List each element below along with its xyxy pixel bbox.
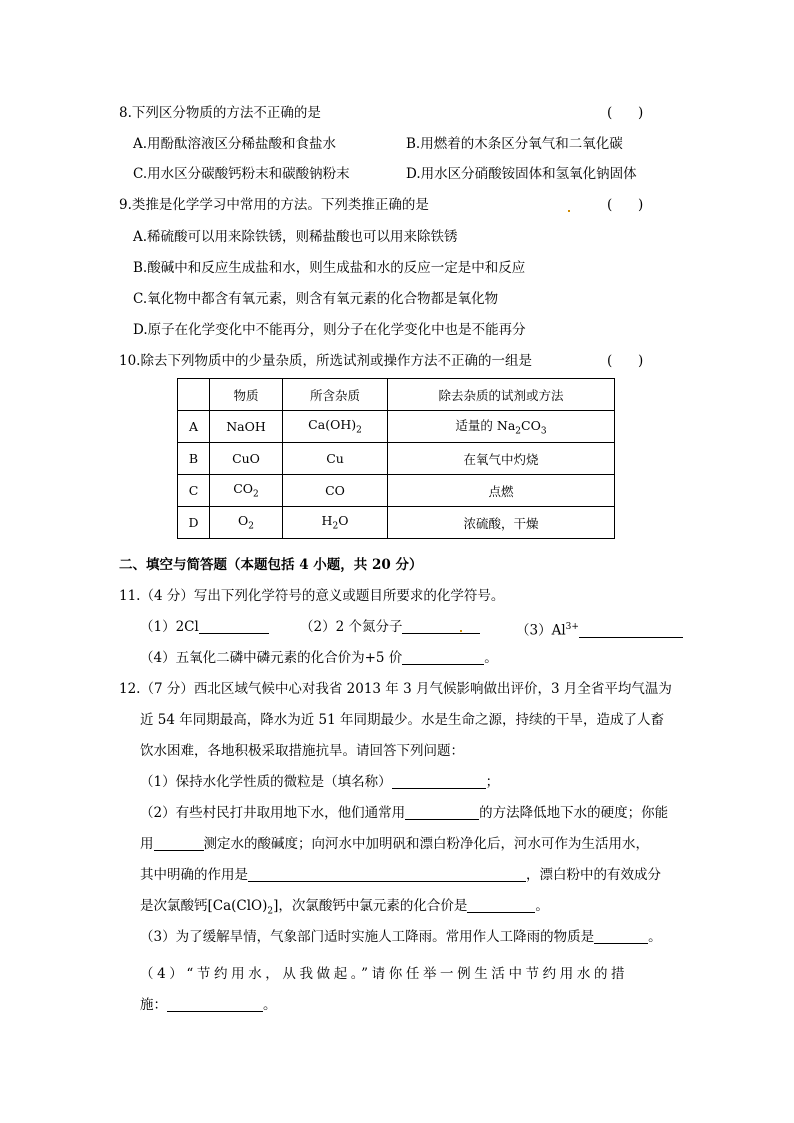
- table-header-row: [178, 379, 615, 411]
- formula-subscript: 2: [356, 425, 362, 436]
- q12-sub2b-end: 测定水的酸碱度；向河水中加明矾和漂白粉净化后，河水可作为生活用水，: [203, 836, 649, 852]
- answer-blank[interactable]: [248, 867, 526, 882]
- formula-subscript: 3: [540, 426, 547, 437]
- q8-option-a: A.用酚酞溶液区分稀盐酸和食盐水: [133, 136, 337, 152]
- q12-sub2b: [140, 835, 649, 853]
- q12-sub2d-mid: ]，次氯酸钙中氯元素的化合价是: [273, 898, 468, 914]
- formula-text: O: [238, 513, 249, 529]
- impurity-cell: CO: [283, 475, 388, 507]
- formula-subscript: 2: [253, 489, 259, 500]
- q11-part1-text: （1）2Cl: [140, 619, 199, 635]
- q11-part3: [516, 618, 683, 640]
- q12-sub1-text: （1）保持水化学性质的微粒是（填名称）: [140, 774, 392, 790]
- q9-answer-paren: ( ): [607, 197, 644, 213]
- row-label: C: [178, 475, 210, 507]
- row-label: B: [178, 443, 210, 475]
- answer-blank[interactable]: [392, 774, 486, 789]
- formula-text: CO: [233, 481, 254, 497]
- q8-answer-paren: ( ): [607, 105, 644, 121]
- q8-option-c: C.用水区分碳酸钙粉末和碳酸钠粉末: [133, 166, 350, 182]
- q10-answer-paren: ( ): [607, 353, 644, 369]
- row-label: A: [178, 411, 210, 443]
- answer-blank[interactable]: [154, 836, 204, 851]
- substance-cell: [210, 507, 283, 539]
- q11-part1: [140, 618, 269, 636]
- q9-option-a: A.稀硫酸可以用来除铁锈，则稀盐酸也可以用来除铁锈: [133, 229, 458, 245]
- q9-option-d: D.原子在化学变化中不能再分，则分子在化学变化中也是不能再分: [133, 322, 526, 338]
- table-header-cell: 所含杂质: [283, 379, 388, 411]
- q12-sub4b-end: 。: [263, 997, 277, 1013]
- formula-text: 适量的 Na: [455, 418, 516, 434]
- q9-option-c: C.氧化物中都含有氧元素，则含有氧元素的化合物都是氧化物: [133, 291, 499, 307]
- q9-stem: 9.类推是化学学习中常用的方法。下列类推正确的是: [119, 197, 429, 213]
- q10-stem: 10.除去下列物质中的少量杂质，所选试剂或操作方法不正确的一组是: [119, 353, 532, 369]
- formula-subscript: 2: [332, 521, 339, 532]
- table-header-cell: 物质: [210, 379, 283, 411]
- formula-subscript: 2: [267, 906, 274, 917]
- substance-cell: NaOH: [210, 411, 283, 443]
- table-row: [178, 475, 615, 507]
- q12-sub2a-text: （2）有些村民打井取用地下水，他们通常用: [140, 805, 406, 821]
- substance-cell: CuO: [210, 443, 283, 475]
- formula-subscript: 2: [515, 426, 522, 437]
- q12-sub2a-end: 的方法降低地下水的硬度；你能: [479, 805, 669, 821]
- formula-text: O: [338, 513, 349, 529]
- q12-line1: 12.（7 分）西北区域气候中心对我省 2013 年 3 月气候影响做出评价，3 月全省平均气温为: [119, 681, 672, 697]
- row-label: D: [178, 507, 210, 539]
- charge-superscript: 3+: [565, 622, 579, 632]
- q12-sub2c-text: 其中明确的作用是: [140, 867, 248, 883]
- substance-cell: [210, 475, 283, 507]
- q12-sub2d-text: 是次氯酸钙[Ca(ClO): [140, 898, 268, 914]
- method-cell: [388, 411, 615, 443]
- q12-line3: 饮水困难，各地积极采取措施抗旱。请回答下列问题：: [140, 743, 464, 759]
- q11-part2-text: （2）2 个氮分子: [300, 619, 403, 635]
- q12-sub2c-end: ，漂白粉中的有效成分: [526, 867, 661, 883]
- impurity-table: [177, 378, 615, 539]
- answer-blank[interactable]: [405, 805, 479, 820]
- impurity-cell: [283, 507, 388, 539]
- answer-blank[interactable]: [167, 997, 263, 1012]
- q12-sub2b-text: 用: [140, 836, 154, 852]
- table-row: [178, 411, 615, 443]
- formula-subscript: 2: [248, 521, 254, 532]
- q8-option-b: B.用燃着的木条区分氧气和二氧化碳: [406, 136, 623, 152]
- stray-mark: [568, 210, 570, 212]
- q11-part4-end: 。: [484, 650, 498, 666]
- q11-part4: [140, 649, 498, 667]
- q12-sub4: （4）“节约用水，从我做起。”请你任举一例生活中节约用水的措: [140, 966, 629, 982]
- answer-blank[interactable]: [402, 650, 484, 665]
- q8-option-d: D.用水区分硝酸铵固体和氢氧化钠固体: [406, 166, 637, 182]
- q11-part2: [300, 618, 480, 636]
- answer-blank[interactable]: [402, 619, 480, 634]
- q11-part3-text: （3）Al: [516, 622, 566, 639]
- q12-sub1-end: ；: [485, 774, 500, 790]
- q12-sub1: [140, 773, 499, 791]
- answer-blank[interactable]: [579, 623, 683, 638]
- q11-stem: 11.（4 分）写出下列化学符号的意义或题目所要求的化学符号。: [119, 588, 505, 604]
- table-header-cell: [178, 379, 210, 411]
- q9-option-b: B.酸碱中和反应生成盐和水，则生成盐和水的反应一定是中和反应: [133, 260, 526, 276]
- formula-text: H: [321, 513, 333, 529]
- table-row: [178, 443, 615, 475]
- q11-part4-text: （4）五氧化二磷中磷元素的化合价为+5 价: [140, 650, 403, 666]
- stray-mark: [460, 630, 462, 632]
- answer-blank[interactable]: [199, 619, 269, 634]
- method-cell: 在氧气中灼烧: [388, 443, 615, 475]
- q12-sub3: [140, 928, 662, 946]
- table-header-cell: 除去杂质的试剂或方法: [388, 379, 615, 411]
- method-cell: 点燃: [388, 475, 615, 507]
- method-cell: 浓硫酸，干燥: [388, 507, 615, 539]
- q12-sub2d-end: 。: [535, 898, 549, 914]
- answer-blank[interactable]: [467, 898, 535, 913]
- impurity-cell: Cu: [283, 443, 388, 475]
- q12-sub2a: [140, 804, 668, 822]
- formula-text: CO: [521, 418, 541, 434]
- q12-line2: 近 54 年同期最高，降水为近 51 年同期最少。水是生命之源，持续的干旱，造成了人畜: [140, 712, 665, 728]
- table-row: [178, 507, 615, 539]
- q12-sub4b-text: 施：: [140, 997, 167, 1013]
- answer-blank[interactable]: [594, 929, 648, 944]
- q12-sub2c: [140, 866, 661, 884]
- q12-sub3-text: （3）为了缓解旱情，气象部门适时实施人工降雨。常用作人工降雨的物质是: [140, 929, 595, 945]
- q12-sub4b: [140, 996, 277, 1014]
- q8-stem: 8.下列区分物质的方法不正确的是: [119, 105, 321, 121]
- formula-text: Ca(OH): [308, 417, 357, 433]
- q12-sub3-end: 。: [648, 929, 662, 945]
- q12-sub2d: [140, 897, 549, 921]
- impurity-cell: [283, 411, 388, 443]
- section-title: 二、填空与简答题（本题包括 4 小题，共 20 分）: [119, 557, 423, 573]
